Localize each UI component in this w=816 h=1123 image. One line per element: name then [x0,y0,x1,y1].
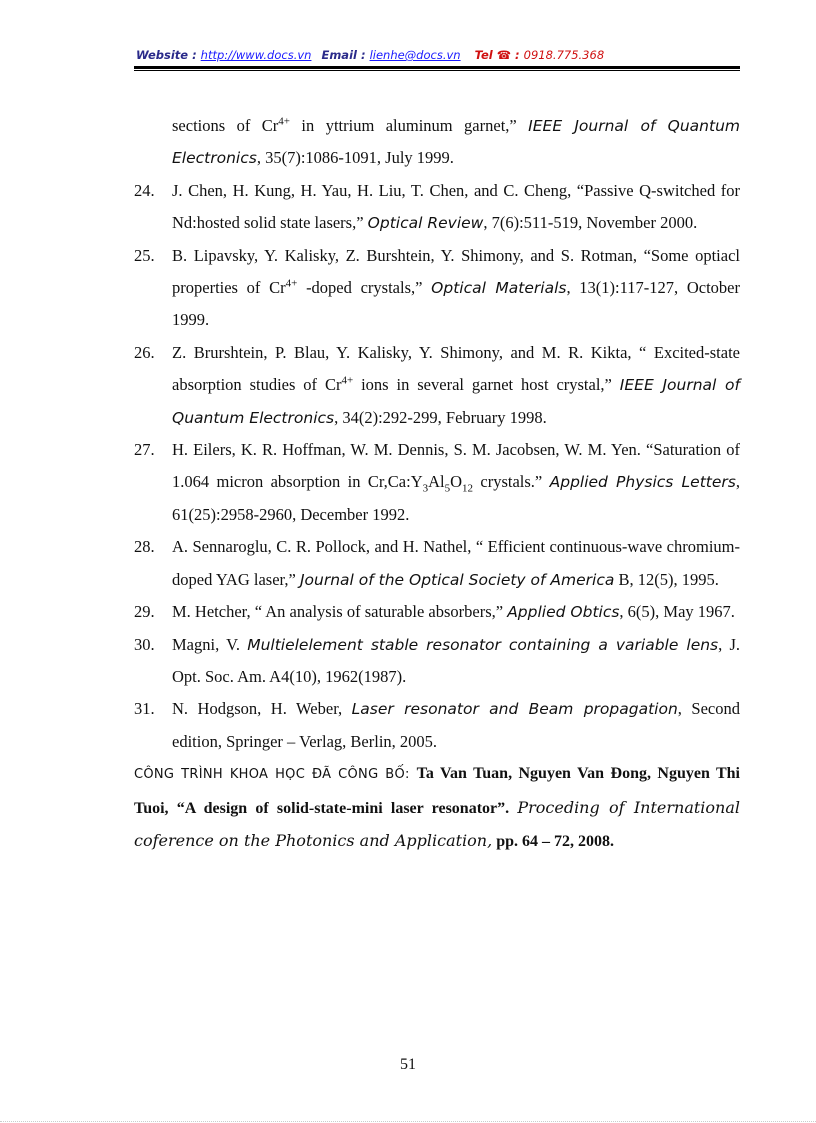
header-rule-thin [134,70,740,71]
reference-27: 27. H. Eilers, K. R. Hoffman, W. M. Dennis, S. M. Jacobsen, W. M. Yen. “Saturation of 1.064 micron absorption in $Cr,Ca:Y_3Al_5O_{12}$ crystals.” Applied Physics Letters, 61(25):2958-2960, December 1992. [134,440,740,524]
published-works [134,758,740,858]
reference-30: 30. Magni, V. Multielelement stable resonator containing a variable lens, J. Opt. Soc. Am. A4(10), 1962(1987). [134,634,740,686]
tel-label: Tel ☎ : [474,48,524,62]
page-bottom-edge [0,1121,816,1122]
reference-list [134,110,740,858]
email-link[interactable]: lienhe@docs.vn [369,48,461,62]
published-works-label: CÔNG TRÌNH KHOA HỌC ĐÃ CÔNG BỐ: [134,767,417,783]
reference-25: 25. B. Lipavsky, Y. Kalisky, Z. Burshtein, Y. Shimony, and S. Rotman, “Some optiacl properties of $Cr^{4+}$ -doped crystals,” Optical Materials, 13(1):117-127, October 1999. [134,245,740,330]
reference-23: sections of $Cr^{4+}$ in yttrium aluminum garnet,” IEEE Journal of Quantum Electronics, 35(7):1086-1091, July 1999. [172,115,740,168]
published-works-authors: Ta Van Tuan, Nguyen Van Đong, Nguyen Thi Tuoi, “A design of solid-state-mini laser resonator”. [134,765,741,817]
published-works-pages: pp. 64 – 72, 2008. [492,832,614,850]
page-header [136,48,604,62]
website-label: Website : [136,48,201,62]
reference-26: 26. Z. Brurshtein, P. Blau, Y. Kalisky, Y. Shimony, and M. R. Kikta, “ Excited-state absorption studies of $Cr^{4+}$ ions in several garnet host crystal,” IEEE Journal of Quantum Electronics, 34(2):292-299, February 1998. [134,342,740,427]
reference-29: 29. M. Hetcher, “ An analysis of saturable absorbers,” Applied Obtics, 6(5), May 1967. [134,602,735,622]
page-number: 51 [400,1056,416,1073]
email-label: Email : [321,48,370,62]
reference-31: 31. N. Hodgson, H. Weber, Laser resonator and Beam propagation, Second edition, Springer – Verlag, Berlin, 2005. [134,699,740,751]
reference-24: 24. J. Chen, H. Kung, H. Yau, H. Liu, T. Chen, and C. Cheng, “Passive Q-switched for Nd:hosted solid state lasers,” Optical Review, 7(6):511-519, November 2000. [134,180,740,233]
header-rule [134,66,740,69]
tel-value: 0918.775.368 [523,48,605,62]
reference-28: 28. A. Sennaroglu, C. R. Pollock, and H. Nathel, “ Efficient continuous-wave chromium-doped YAG laser,” Journal of the Optical Society of America B, 12(5), 1995. [134,537,740,589]
published-works-venue: Proceding of International coference on the Photonics and Application, [134,797,741,850]
website-link[interactable]: http://www.docs.vn [200,48,312,62]
